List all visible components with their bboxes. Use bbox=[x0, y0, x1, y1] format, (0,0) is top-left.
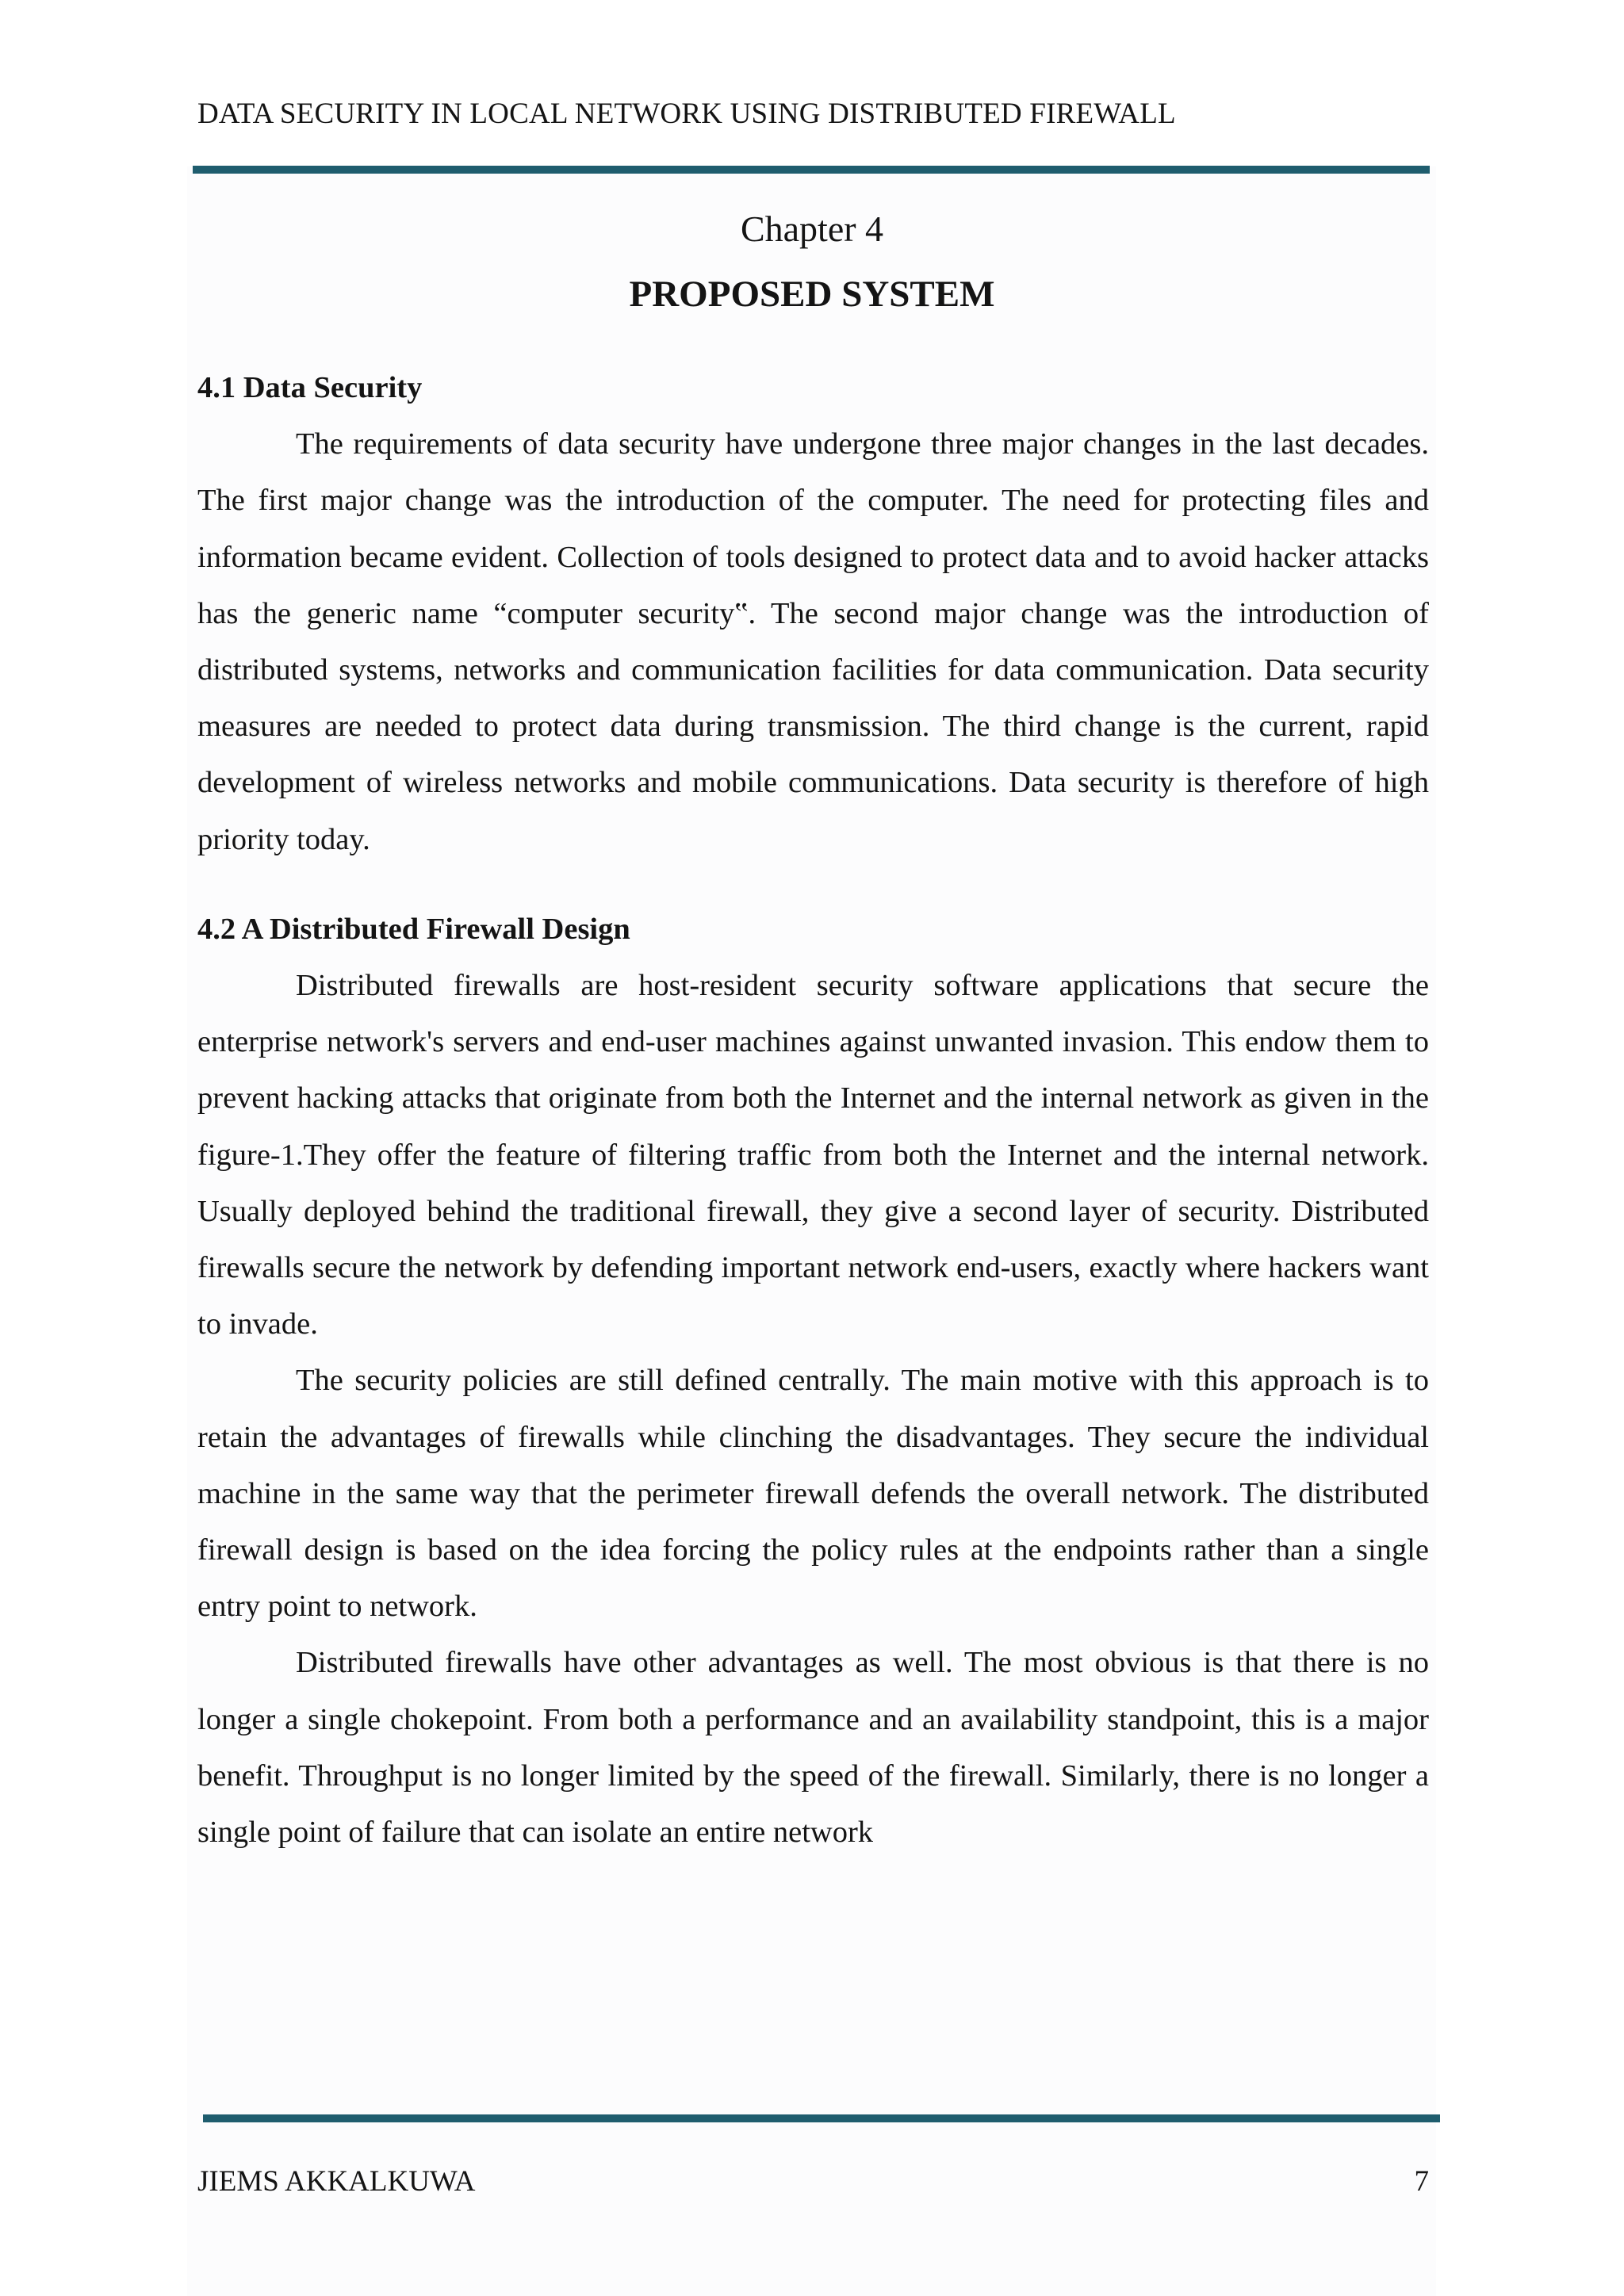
paragraph: Distributed firewalls are host-resident security software applications that secure the enterprise network's servers and end-user machines against unwanted invasion. This endow them to prevent hacking attacks that originate from both the Internet and the internal network as given in the figure-1.They offer the feature of filtering traffic from both the Internet and the internal network. Usually deployed behind the traditional firewall, they give a second layer of security. Distributed firewalls secure the network by defending important network end-users, exactly where hackers want to invade. bbox=[197, 969, 1429, 1341]
running-header: DATA SECURITY IN LOCAL NETWORK USING DISTRIBUTED FIREWALL bbox=[197, 98, 1176, 130]
paragraph: Distributed firewalls have other advantages as well. The most obvious is that there is no longer a single chokepoint. From both a performance and an availability standpoint, this is a major benefit. Throughput is no longer limited by the speed of the firewall. Similarly, there is no longer a single point of failure that can isolate an entire network bbox=[197, 1646, 1429, 1850]
section-heading-distributed-firewall-design: 4.2 A Distributed Firewall Design bbox=[197, 912, 630, 946]
section-heading-data-security: 4.1 Data Security bbox=[197, 371, 423, 404]
footer-institution: JIEMS AKKALKUWA bbox=[197, 2165, 476, 2198]
chapter-title: PROPOSED SYSTEM bbox=[629, 274, 995, 315]
header-rule bbox=[193, 166, 1430, 174]
footer-rule bbox=[203, 2114, 1440, 2122]
page-number: 7 bbox=[1414, 2165, 1429, 2198]
paragraph: The requirements of data security have undergone three major changes in the last decades. The first major change was the introduction of the computer. The need for protecting files and information became evident. Collection of tools designed to protect data and to avoid hacker attacks has the generic name “computer security‟. The second major change was the introduction of distributed systems, networks and communication facilities for data communication. Data security measures are needed to protect data during transmission. The third change is the current, rapid development of wireless networks and mobile communications. Data security is therefore of high priority today. bbox=[197, 427, 1429, 856]
body-content bbox=[197, 360, 1429, 1861]
paragraph: The security policies are still defined centrally. The main motive with this approach is to retain the advantages of firewalls while clinching the disadvantages. They secure the individual machine in the same way that the perimeter firewall defends the overall network. The distributed firewall design is based on the idea forcing the policy rules at the endpoints rather than a single entry point to network. bbox=[197, 1364, 1429, 1624]
chapter-label: Chapter 4 bbox=[740, 209, 884, 249]
